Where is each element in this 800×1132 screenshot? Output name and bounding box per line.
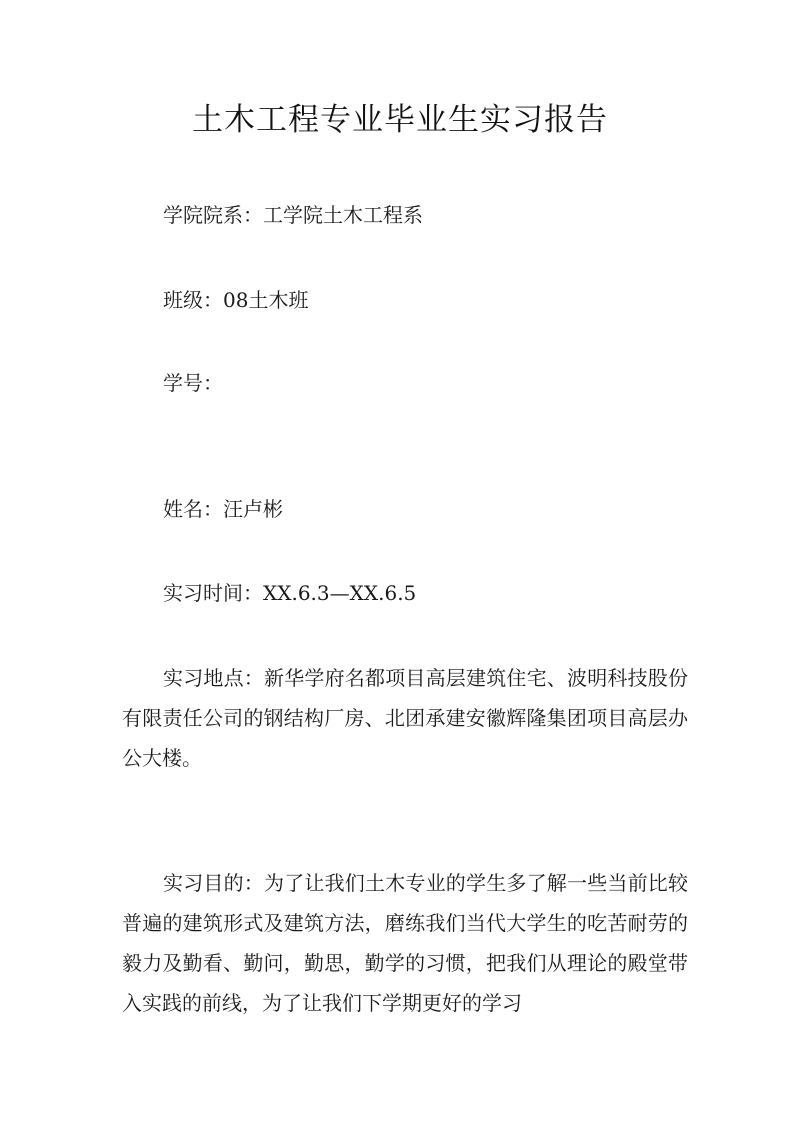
internship-location-text: 实习地点：新华学府名都项目高层建筑住宅、波明科技股份有限责任公司的钢结构厂房、北团承建安徽辉隆集团项目高层办公大楼。	[122, 666, 688, 770]
internship-purpose-paragraph	[122, 863, 688, 1023]
internship-location-paragraph	[122, 658, 688, 778]
internship-time-field: 实习时间：XX.6.3—XX.6.5	[163, 581, 417, 605]
class-field: 班级：08土木班	[163, 288, 309, 312]
student-id-field: 学号：	[163, 371, 223, 395]
internship-purpose-text: 实习目的：为了让我们土木专业的学生多了解一些当前比较普遍的建筑形式及建筑方法，磨练我们当代大学生的吃苦耐劳的毅力及勤看、勤问，勤思，勤学的习惯，把我们从理论的殿堂带入实践的前线，为了让我们下学期更好的学习	[122, 871, 688, 1015]
department-field: 学院院系：工学院土木工程系	[163, 203, 423, 227]
document-title: 土木工程专业毕业生实习报告	[192, 102, 608, 138]
name-field: 姓名：汪卢彬	[163, 497, 283, 521]
